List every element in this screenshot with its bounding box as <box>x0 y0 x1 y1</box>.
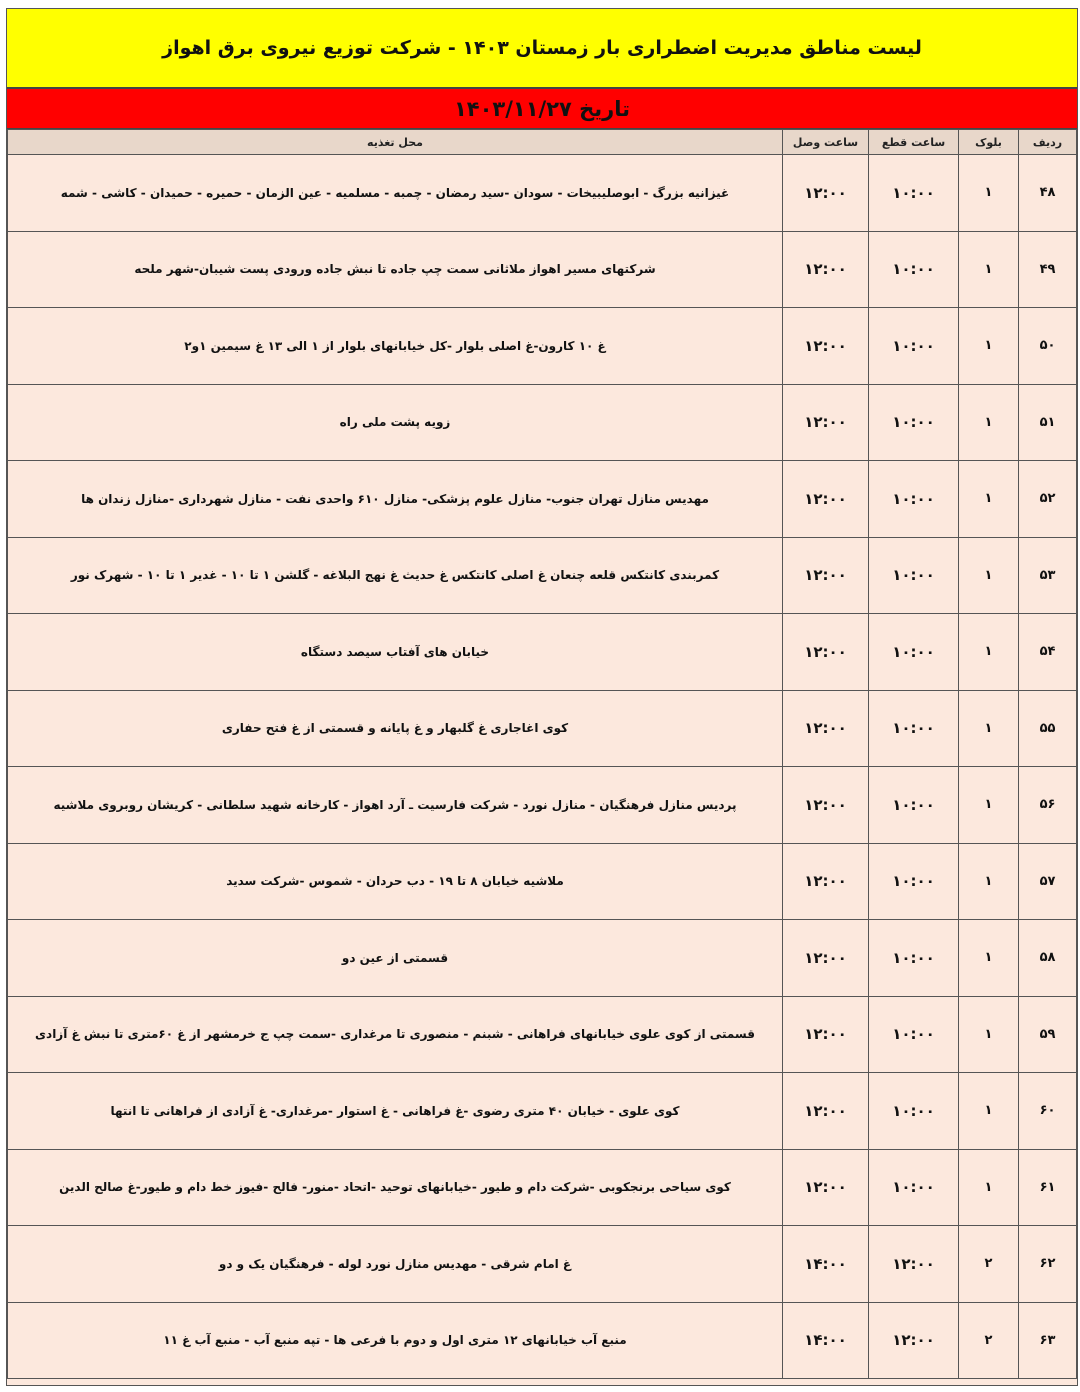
area-cell: ملاشیه خیابان ۸ تا ۱۹ - دب حردان - شموس -شرکت سدید <box>8 843 783 920</box>
row-number-cell: ۵۴ <box>1019 614 1077 691</box>
area-cell: غیزانیه بزرگ - ابوصلیبیخات - سودان -سید رمضان - چمبه - مسلمیه - عین الزمان - حمیره - حمیدان - کاشی - شمه <box>8 155 783 232</box>
area-cell: قسمتی از کوی علوی خیابانهای فراهانی - شبنم - منصوری تا مرغداری -سمت چپ ج خرمشهر از غ ۶۰متری تا نبش غ آزادی <box>8 996 783 1073</box>
connect-time-cell: ۱۲:۰۰ <box>783 920 869 997</box>
area-cell: مهدیس منازل تهران جنوب- منازل علوم پزشکی- منازل ۶۱۰ واحدی نفت - منازل شهرداری -منازل زندان ها <box>8 461 783 538</box>
table-row <box>8 308 1077 385</box>
row-number-cell: ۶۲ <box>1019 1226 1077 1303</box>
block-cell: ۱ <box>959 537 1019 614</box>
table-row <box>8 231 1077 308</box>
connect-time-cell: ۱۲:۰۰ <box>783 767 869 844</box>
table-row <box>8 843 1077 920</box>
table-row <box>8 996 1077 1073</box>
connect-time-cell: ۱۲:۰۰ <box>783 614 869 691</box>
connect-time-cell: ۱۲:۰۰ <box>783 843 869 920</box>
area-cell: خیابان های آفتاب سیصد دستگاه <box>8 614 783 691</box>
cut-time-cell: ۱۰:۰۰ <box>869 767 959 844</box>
area-cell: کوی علوی - خیابان ۴۰ متری رضوی -غ فراهانی - غ استوار -مرغداری- غ آزادی از فراهانی تا انتها <box>8 1073 783 1150</box>
area-cell: کمربندی کانتکس قلعه چنعان غ اصلی کانتکس غ حدیث غ نهج البلاغه - گلشن ۱ تا ۱۰ - غدیر ۱ تا ۱۰ - شهرک نور <box>8 537 783 614</box>
cut-time-cell: ۱۰:۰۰ <box>869 614 959 691</box>
area-cell: قسمتی از عین دو <box>8 920 783 997</box>
block-cell: ۲ <box>959 1302 1019 1379</box>
block-cell: ۱ <box>959 461 1019 538</box>
table-row <box>8 384 1077 461</box>
table-row <box>8 1302 1077 1379</box>
row-number-cell: ۵۹ <box>1019 996 1077 1073</box>
cut-time-cell: ۱۰:۰۰ <box>869 155 959 232</box>
date-bar <box>7 89 1077 129</box>
row-number-cell: ۵۵ <box>1019 690 1077 767</box>
cut-time-cell: ۱۰:۰۰ <box>869 690 959 767</box>
block-cell: ۱ <box>959 920 1019 997</box>
area-cell: منبع آب خیابانهای ۱۲ متری اول و دوم با فرعی ها - تپه منبع آب - منبع آب غ ۱۱ <box>8 1302 783 1379</box>
area-cell: پردیس منازل فرهنگیان - منازل نورد - شرکت فارسیت ـ آرد اهواز - کارخانه شهید سلطانی - کریشان روبروی ملاشیه <box>8 767 783 844</box>
table-row <box>8 690 1077 767</box>
column-header-row: ردیف <box>1019 130 1077 155</box>
connect-time-cell: ۱۴:۰۰ <box>783 1302 869 1379</box>
cut-time-cell: ۱۰:۰۰ <box>869 920 959 997</box>
cut-time-cell: ۱۰:۰۰ <box>869 537 959 614</box>
row-number-cell: ۵۶ <box>1019 767 1077 844</box>
connect-time-cell: ۱۲:۰۰ <box>783 155 869 232</box>
area-cell: کوی سیاحی برنجکوبی -شرکت دام و طیور -خیابانهای توحید -اتحاد -منور- فالح -فیوز خط دام و طیور-غ صالح الدین <box>8 1149 783 1226</box>
block-cell: ۱ <box>959 308 1019 385</box>
connect-time-cell: ۱۲:۰۰ <box>783 308 869 385</box>
connect-time-cell: ۱۲:۰۰ <box>783 996 869 1073</box>
block-cell: ۱ <box>959 614 1019 691</box>
row-number-cell: ۵۸ <box>1019 920 1077 997</box>
table-row <box>8 537 1077 614</box>
row-number-cell: ۴۹ <box>1019 231 1077 308</box>
block-cell: ۱ <box>959 767 1019 844</box>
connect-time-cell: ۱۲:۰۰ <box>783 1073 869 1150</box>
column-header-area: محل تغذیه <box>8 130 783 155</box>
cut-time-cell: ۱۰:۰۰ <box>869 231 959 308</box>
row-number-cell: ۵۷ <box>1019 843 1077 920</box>
cut-time-cell: ۱۰:۰۰ <box>869 1149 959 1226</box>
block-cell: ۱ <box>959 1073 1019 1150</box>
outage-schedule-sheet <box>6 8 1078 1386</box>
table-row <box>8 614 1077 691</box>
connect-time-cell: ۱۲:۰۰ <box>783 690 869 767</box>
cut-time-cell: ۱۰:۰۰ <box>869 461 959 538</box>
cut-time-cell: ۱۲:۰۰ <box>869 1302 959 1379</box>
cut-time-cell: ۱۰:۰۰ <box>869 384 959 461</box>
connect-time-cell: ۱۲:۰۰ <box>783 1149 869 1226</box>
block-cell: ۱ <box>959 384 1019 461</box>
area-cell: کوی اغاجاری غ گلبهار و غ پایانه و قسمتی از غ فتح حفاری <box>8 690 783 767</box>
connect-time-cell: ۱۲:۰۰ <box>783 384 869 461</box>
area-cell: غ ۱۰ کارون-غ اصلی بلوار -کل خیابانهای بلوار از ۱ الی ۱۳ غ سیمین ۱و۲ <box>8 308 783 385</box>
area-cell: زویه پشت ملی راه <box>8 384 783 461</box>
table-row <box>8 920 1077 997</box>
schedule-table <box>7 129 1077 1379</box>
table-row <box>8 1149 1077 1226</box>
cut-time-cell: ۱۰:۰۰ <box>869 996 959 1073</box>
block-cell: ۱ <box>959 1149 1019 1226</box>
page-title: لیست مناطق مدیریت اضطراری بار زمستان ۱۴۰۳ - شرکت توزیع نیروی برق اهواز <box>162 37 922 59</box>
row-number-cell: ۵۲ <box>1019 461 1077 538</box>
block-cell: ۱ <box>959 843 1019 920</box>
row-number-cell: ۵۱ <box>1019 384 1077 461</box>
table-row <box>8 1226 1077 1303</box>
connect-time-cell: ۱۲:۰۰ <box>783 461 869 538</box>
cut-time-cell: ۱۰:۰۰ <box>869 308 959 385</box>
table-row <box>8 461 1077 538</box>
block-cell: ۱ <box>959 155 1019 232</box>
cut-time-cell: ۱۰:۰۰ <box>869 1073 959 1150</box>
row-number-cell: ۴۸ <box>1019 155 1077 232</box>
column-header-block: بلوک <box>959 130 1019 155</box>
block-cell: ۱ <box>959 996 1019 1073</box>
row-number-cell: ۵۰ <box>1019 308 1077 385</box>
table-row <box>8 1073 1077 1150</box>
area-cell: شرکتهای مسیر اهواز ملاثانی سمت چپ جاده تا نبش جاده ورودی پست شیبان-شهر ملحه <box>8 231 783 308</box>
schedule-date: تاریخ ۱۴۰۳/۱۱/۲۷ <box>453 96 631 121</box>
table-row <box>8 155 1077 232</box>
connect-time-cell: ۱۲:۰۰ <box>783 537 869 614</box>
area-cell: غ امام شرقی - مهدیس منازل نورد لوله - فرهنگیان یک و دو <box>8 1226 783 1303</box>
table-header <box>8 130 1077 155</box>
table-body <box>8 155 1077 1379</box>
block-cell: ۲ <box>959 1226 1019 1303</box>
connect-time-cell: ۱۲:۰۰ <box>783 231 869 308</box>
table-row <box>8 767 1077 844</box>
title-bar <box>7 9 1077 89</box>
cut-time-cell: ۱۰:۰۰ <box>869 843 959 920</box>
column-header-cut-time: ساعت قطع <box>869 130 959 155</box>
block-cell: ۱ <box>959 690 1019 767</box>
row-number-cell: ۵۳ <box>1019 537 1077 614</box>
connect-time-cell: ۱۴:۰۰ <box>783 1226 869 1303</box>
row-number-cell: ۶۱ <box>1019 1149 1077 1226</box>
cut-time-cell: ۱۲:۰۰ <box>869 1226 959 1303</box>
row-number-cell: ۶۰ <box>1019 1073 1077 1150</box>
column-header-connect-time: ساعت وصل <box>783 130 869 155</box>
row-number-cell: ۶۳ <box>1019 1302 1077 1379</box>
block-cell: ۱ <box>959 231 1019 308</box>
